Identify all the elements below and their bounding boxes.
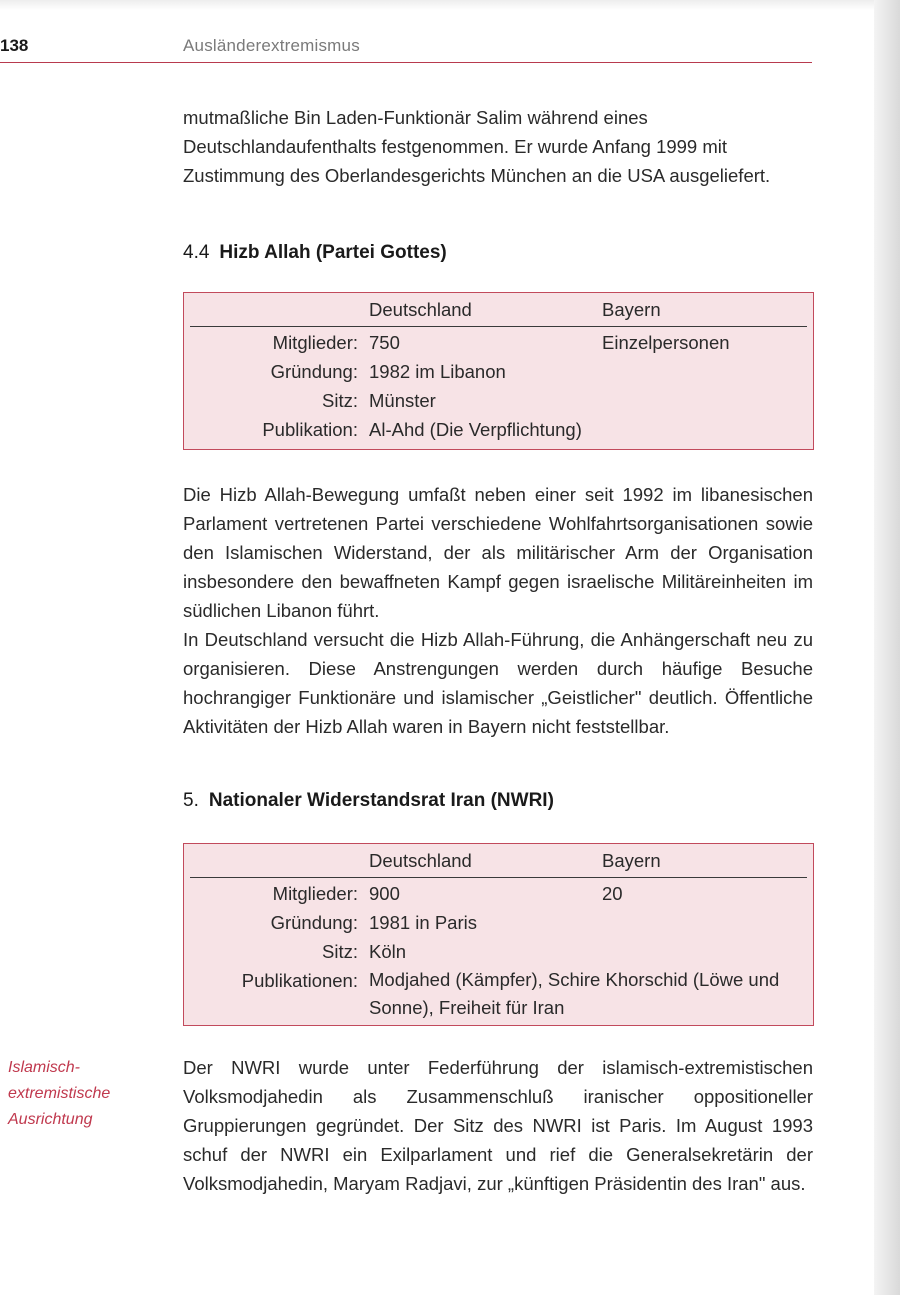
page-header bbox=[0, 36, 812, 60]
factbox-header bbox=[184, 299, 813, 325]
column-germany: Deutschland bbox=[369, 299, 472, 320]
row-value-germany: Modjahed (Kämpfer), Schire Khorschid (Löwe und Sonne), Freiheit für Iran bbox=[369, 969, 780, 1018]
row-value-bavaria: Einzelpersonen bbox=[602, 332, 730, 353]
row-value-germany: Münster bbox=[369, 390, 436, 411]
section-heading-hizb bbox=[183, 242, 447, 264]
row-value-germany: 750 bbox=[369, 332, 400, 353]
row-label: Mitglieder: bbox=[272, 883, 358, 904]
row-label: Publikationen: bbox=[241, 970, 358, 991]
section-title: Nationaler Widerstandsrat Iran (NWRI) bbox=[208, 790, 554, 811]
factbox-row bbox=[184, 966, 813, 1022]
page-right-edge bbox=[874, 0, 900, 1295]
margin-note-line: extremistische bbox=[8, 1085, 111, 1102]
factbox-row bbox=[184, 941, 813, 969]
row-label: Sitz: bbox=[322, 941, 358, 962]
row-value-germany: Al-Ahd (Die Verpflichtung) bbox=[369, 419, 582, 440]
row-value-germany: 1981 in Paris bbox=[369, 912, 477, 933]
row-value-germany: 1982 im Libanon bbox=[369, 361, 506, 382]
nwri-paragraph-1: Der NWRI wurde unter Federführung der islamisch-extremistischen Volksmodjahedin als Zusammenschluß iranischer oppositioneller Gruppierungen gegründet. Der Sitz des NWRI ist Paris. Im August 1993 schuf der NWRI ein Exilparlament und rief die Generalsekretärin der Volksmodjahedin, Maryam Radjavi, zur „künftigen Präsidentin des Iran" aus. bbox=[183, 1057, 813, 1194]
row-value-bavaria: 20 bbox=[602, 883, 623, 904]
section-number: 4.4 bbox=[183, 242, 210, 263]
row-value-germany: Köln bbox=[369, 941, 407, 962]
row-label: Sitz: bbox=[322, 390, 358, 411]
factbox-row bbox=[184, 883, 813, 911]
section-title: Hizb Allah (Partei Gottes) bbox=[219, 242, 447, 263]
factbox-row bbox=[184, 332, 813, 360]
row-label: Gründung: bbox=[270, 912, 358, 933]
section-number: 5. bbox=[183, 790, 199, 811]
intro-paragraph: mutmaßliche Bin Laden-Funktionär Salim während eines Deutschlandaufenthalts festgenommen. Er wurde Anfang 1999 mit Zustimmung des Oberlandesgerichts München an die USA ausgeliefert. bbox=[183, 107, 771, 186]
factbox-rule bbox=[190, 877, 807, 878]
factbox-nwri bbox=[183, 843, 814, 1026]
row-label: Publikation: bbox=[262, 419, 358, 440]
factbox-rule bbox=[190, 326, 807, 327]
factbox-row bbox=[184, 390, 813, 418]
margin-note-line: Islamisch- bbox=[8, 1059, 81, 1076]
column-germany: Deutschland bbox=[369, 850, 472, 871]
factbox-header bbox=[184, 850, 813, 876]
column-bavaria: Bayern bbox=[602, 850, 661, 871]
row-label: Mitglieder: bbox=[272, 332, 358, 353]
factbox-row bbox=[184, 419, 813, 447]
margin-note bbox=[8, 1055, 158, 1133]
factbox-row bbox=[184, 912, 813, 940]
margin-note-line: Ausrichtung bbox=[8, 1111, 93, 1128]
page-number: 138 bbox=[0, 36, 29, 55]
running-title: Ausländerextremismus bbox=[183, 36, 360, 55]
hizb-paragraph-1: Die Hizb Allah-Bewegung umfaßt neben einer seit 1992 im libanesischen Parlament vertretenen Partei verschiedene Wohlfahrtsorganisationen sowie den Islamischen Widerstand, der als militärischer Arm der Organisation insbesondere den bewaffneten Kampf gegen israelische Militäreinheiten im südlichen Libanon führt. bbox=[183, 484, 813, 621]
section-heading-nwri bbox=[183, 790, 554, 812]
row-label: Gründung: bbox=[270, 361, 358, 382]
factbox-row bbox=[184, 361, 813, 389]
page-top-shadow bbox=[0, 0, 874, 10]
factbox-hizb bbox=[183, 292, 814, 450]
header-rule bbox=[0, 62, 812, 63]
column-bavaria: Bayern bbox=[602, 299, 661, 320]
hizb-paragraph-2: In Deutschland versucht die Hizb Allah-Führung, die Anhängerschaft neu zu organisieren. Diese Anstrengungen werden durch häufige Besuche hochrangiger Funktionäre und islamischer „Geistlicher" deutlich. Öffentliche Aktivitäten der Hizb Allah waren in Bayern nicht feststellbar. bbox=[183, 629, 813, 737]
row-value-germany: 900 bbox=[369, 883, 400, 904]
